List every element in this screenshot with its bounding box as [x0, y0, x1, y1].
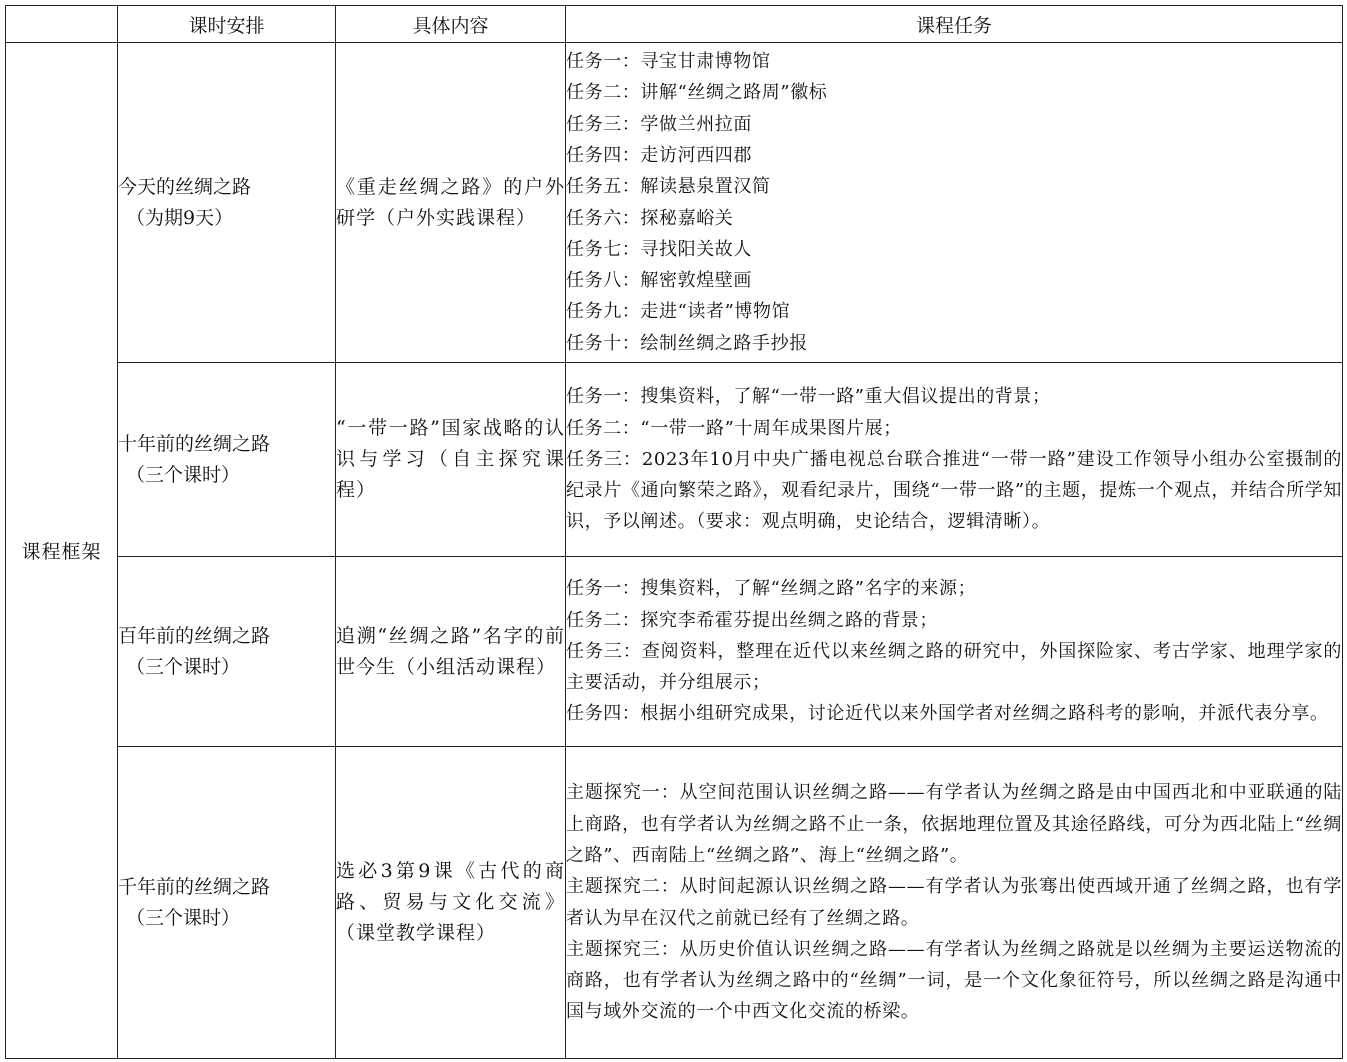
content-cell: “一带一路”国家战略的认识与学习（自主探究课程）	[336, 363, 566, 557]
task-item: 任务一：搜集资料，了解“一带一路”重大倡议提出的背景；	[566, 386, 1051, 408]
period-sub: （三个课时）	[126, 655, 241, 678]
task-item: 任务三：学做兰州拉面	[566, 113, 752, 135]
task-item: 主题探究一：从空间范围认识丝绸之路——有学者认为丝绸之路是由中国西北和中亚联通的陆上商路，也有学者认为丝绸之路不止一条，依据地理位置及其途径路线，可分为西北陆上“丝绸之路”、西南陆上“丝绸之路”、海上“丝绸之路”。	[566, 782, 1342, 866]
table-row	[6, 43, 1343, 363]
header-tasks: 课程任务	[566, 6, 1343, 43]
task-item: 任务六：探秘嘉峪关	[566, 207, 734, 229]
tasks-cell	[566, 363, 1343, 557]
content-cell: 《重走丝绸之路》的户外研学（户外实践课程）	[336, 43, 566, 363]
task-item: 任务八：解密敦煌壁画	[566, 270, 752, 292]
task-item: 任务十：绘制丝绸之路手抄报	[566, 332, 808, 354]
tasks-cell	[566, 747, 1343, 1059]
tasks-cell	[566, 43, 1343, 363]
task-item: 主题探究二：从时间起源认识丝绸之路——有学者认为张骞出使西域开通了丝绸之路，也有学者认为早在汉代之前就已经有了丝绸之路。	[566, 876, 1342, 929]
task-item: 任务二：“一带一路”十周年成果图片展；	[566, 417, 902, 439]
content-cell: 追溯“丝绸之路”名字的前世今生（小组活动课程）	[336, 557, 566, 747]
period-sub: （三个课时）	[126, 906, 241, 929]
task-item: 主题探究三：从历史价值认识丝绸之路——有学者认为丝绸之路就是以丝绸为主要运送物流的商路，也有学者认为丝绸之路中的“丝绸”一词，是一个文化象征符号，所以丝绸之路是沟通中国与域外交流的一个中西文化交流的桥梁。	[566, 938, 1342, 1023]
header-row	[6, 6, 1343, 43]
header-blank	[6, 6, 118, 43]
period-sub: （三个课时）	[126, 463, 241, 486]
task-item: 任务三：2023年10月中央广播电视总台联合推进“一带一路”建设工作领导小组办公室摄制的纪录片《通向繁荣之路》，观看纪录片，围绕“一带一路”的主题，提炼一个观点，并结合所学知识，予以阐述。（要求：观点明确，史论结合，逻辑清晰）。	[566, 448, 1342, 533]
task-item: 任务二：探究李希霍芬提出丝绸之路的背景；	[566, 609, 938, 631]
task-item: 任务一：寻宝甘肃博物馆	[566, 51, 771, 73]
table-row	[6, 363, 1343, 557]
task-item: 任务一：搜集资料，了解“丝绸之路”名字的来源；	[566, 578, 977, 600]
period-cell	[118, 43, 336, 363]
task-item: 任务三：查阅资料，整理在近代以来丝绸之路的研究中，外国探险家、考古学家、地理学家的主要活动，并分组展示；	[566, 640, 1342, 694]
task-item: 任务二：讲解“丝绸之路周”徽标	[566, 82, 828, 104]
task-item: 任务九：走进“读者”博物馆	[566, 301, 791, 323]
course-framework-table	[5, 5, 1343, 1059]
task-item: 任务五：解读悬泉置汉简	[566, 176, 771, 198]
side-label: 课程框架	[6, 43, 118, 1059]
period-cell	[118, 747, 336, 1059]
period-title: 十年前的丝绸之路	[118, 432, 271, 455]
table-row	[6, 747, 1343, 1059]
tasks-cell	[566, 557, 1343, 747]
period-cell	[118, 363, 336, 557]
table-row	[6, 557, 1343, 747]
period-title: 百年前的丝绸之路	[118, 624, 271, 647]
header-period: 课时安排	[118, 6, 336, 43]
task-item: 任务四：根据小组研究成果，讨论近代以来外国学者对丝绸之路科考的影响，并派代表分享。	[566, 703, 1329, 725]
task-item: 任务七：寻找阳关故人	[566, 238, 752, 260]
period-cell	[118, 557, 336, 747]
task-item: 任务四：走访河西四郡	[566, 144, 752, 166]
period-title: 今天的丝绸之路	[118, 175, 252, 198]
period-sub: （为期9天）	[126, 206, 234, 229]
content-cell: 选必3第9课《古代的商路、贸易与文化交流》（课堂教学课程）	[336, 747, 566, 1059]
header-content: 具体内容	[336, 6, 566, 43]
period-title: 千年前的丝绸之路	[118, 875, 271, 898]
